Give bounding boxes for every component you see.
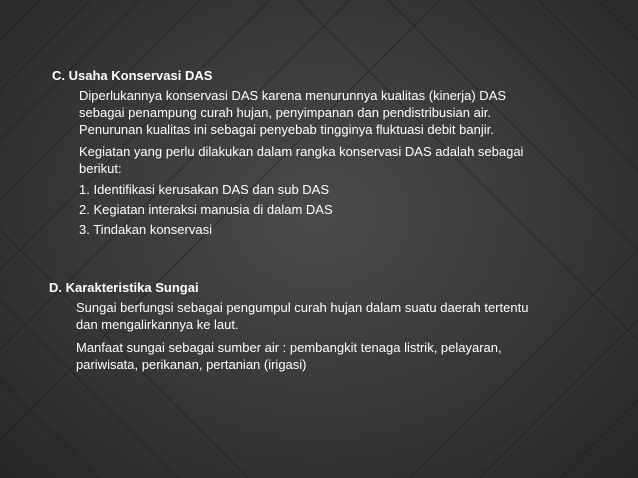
paragraph-line: Penurunan kualitas ini sebagai penyebab tingginya fluktuasi debit banjir. xyxy=(79,122,494,137)
paragraph-line: pariwisata, perikanan, pertanian (irigasi) xyxy=(76,357,307,372)
list-item-text: 3. Tindakan konservasi xyxy=(79,222,212,237)
paragraph-line: sebagai penampung curah hujan, penyimpanan dan pendistribusian air. xyxy=(79,105,491,120)
paragraph-line: berikut: xyxy=(79,161,122,176)
section-heading-usaha-konservasi: C. Usaha Konservasi DAS xyxy=(52,68,213,83)
paragraph-line: Sungai berfungsi sebagai pengumpul curah hujan dalam suatu daerah tertentu xyxy=(76,300,529,315)
paragraph-konservasi-reason xyxy=(79,87,506,138)
list-item-text: 2. Kegiatan interaksi manusia di dalam DAS xyxy=(79,202,333,217)
paragraph-line: Kegiatan yang perlu dilakukan dalam rangka konservasi DAS adalah sebagai xyxy=(79,144,524,159)
list-item-identifikasi xyxy=(79,181,329,198)
section-heading-karakteristika-sungai: D. Karakteristika Sungai xyxy=(49,280,199,295)
paragraph-sungai-manfaat xyxy=(76,339,502,373)
list-item-interaksi xyxy=(79,201,333,218)
paragraph-kegiatan xyxy=(79,143,523,177)
list-item-text: 1. Identifikasi kerusakan DAS dan sub DAS xyxy=(79,182,330,197)
paragraph-line: Diperlukannya konservasi DAS karena menurunnya kualitas (kinerja) DAS xyxy=(79,88,507,103)
list-item-tindakan xyxy=(79,221,212,238)
paragraph-line: Manfaat sungai sebagai sumber air : pembangkit tenaga listrik, pelayaran, xyxy=(76,340,502,355)
paragraph-line: dan mengalirkannya ke laut. xyxy=(76,317,239,332)
paragraph-sungai-fungsi xyxy=(76,299,528,333)
